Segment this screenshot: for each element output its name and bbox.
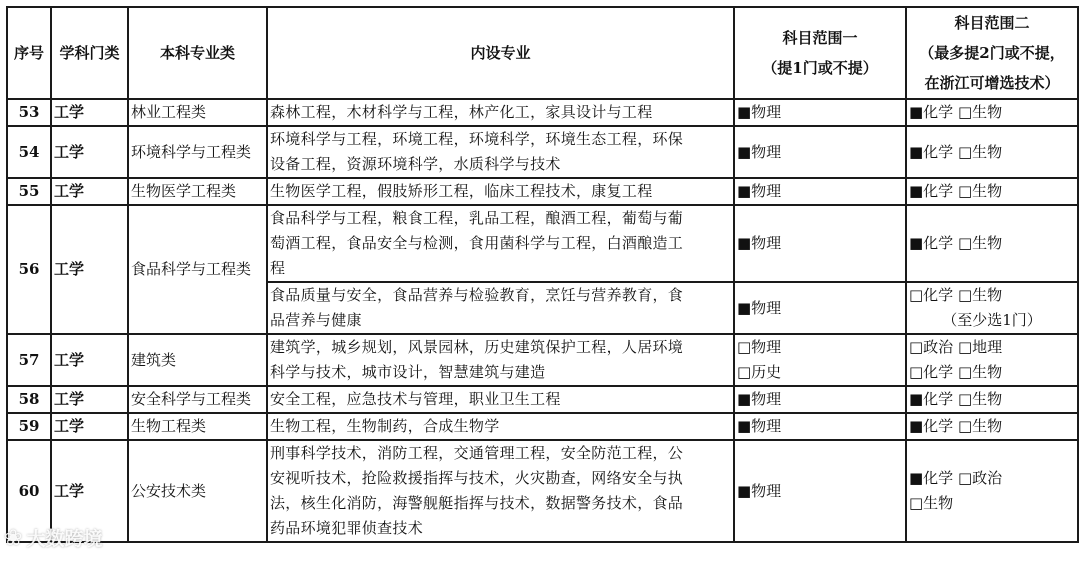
row-category: 工学 xyxy=(51,386,128,413)
row-major-class: 食品科学与工程类 xyxy=(128,205,267,334)
row-majors xyxy=(267,386,734,413)
header-range1-title: 科目范围一 xyxy=(782,29,858,47)
header-majors: 内设专业 xyxy=(267,7,734,99)
row-range1-line: ■物理 xyxy=(737,234,782,252)
row-range2-line: ■化学 □生物 xyxy=(909,234,1003,252)
row-no: 56 xyxy=(7,205,51,334)
header-range2-note2: 在浙江可增选技术） xyxy=(924,74,1060,92)
row-range1 xyxy=(734,99,906,126)
row-majors-line: 生物工程，生物制药，合成生物学 xyxy=(270,417,500,435)
row-major-class: 安全科学与工程类 xyxy=(128,386,267,413)
row-no: 58 xyxy=(7,386,51,413)
row-majors-line: 环境科学与工程，环境工程，环境科学，环境生态工程，环保 xyxy=(270,130,684,148)
row-range1 xyxy=(734,440,906,542)
row-range2 xyxy=(906,282,1078,334)
row-range1 xyxy=(734,205,906,282)
row-range1-line: □历史 xyxy=(737,363,782,381)
row-range1-line: □物理 xyxy=(737,338,782,356)
row-majors-line: 生物医学工程，假肢矫形工程，临床工程技术，康复工程 xyxy=(270,182,653,200)
row-category: 工学 xyxy=(51,126,128,178)
row-range2 xyxy=(906,440,1078,542)
row-range2 xyxy=(906,334,1078,386)
header-range2-note1: （最多提2门或不提， xyxy=(919,44,1065,62)
row-major-class: 建筑类 xyxy=(128,334,267,386)
watermark-text: 大数跨境 xyxy=(26,528,103,550)
subject-requirements-table xyxy=(6,6,1079,543)
row-majors xyxy=(267,413,734,440)
watermark-logo-icon: ❀ xyxy=(4,526,23,551)
watermark xyxy=(4,524,102,551)
row-majors-line: 刑事科学技术，消防工程，交通管理工程，安全防范工程，公 xyxy=(270,444,684,462)
row-range1-line: ■物理 xyxy=(737,182,782,200)
row-range2 xyxy=(906,386,1078,413)
row-range1-line: ■物理 xyxy=(737,103,782,121)
row-range1-line: ■物理 xyxy=(737,481,782,500)
row-majors xyxy=(267,126,734,178)
row-majors-line: 安全工程，应急技术与管理，职业卫生工程 xyxy=(270,390,561,408)
table-header-row xyxy=(7,7,1078,99)
row-range1 xyxy=(734,386,906,413)
table-row xyxy=(7,334,1078,386)
table-row xyxy=(7,99,1078,126)
row-range2-line: ■化学 □生物 xyxy=(909,182,1003,200)
row-majors xyxy=(267,334,734,386)
row-range2 xyxy=(906,205,1078,282)
row-category: 工学 xyxy=(51,99,128,126)
row-range1 xyxy=(734,126,906,178)
row-majors-line: 安视听技术，抢险救援指挥与技术，火灾勘查，网络安全与执 xyxy=(270,469,684,487)
row-category: 工学 xyxy=(51,334,128,386)
header-category: 学科门类 xyxy=(51,7,128,99)
row-range1 xyxy=(734,282,906,334)
header-range1-note: （提1门或不提） xyxy=(762,59,878,77)
row-majors-line: 药品环境犯罪侦查技术 xyxy=(270,519,424,537)
row-range2-line: （至少选1门） xyxy=(942,311,1042,329)
row-majors-line: 森林工程，木材科学与工程，林产化工，家具设计与工程 xyxy=(270,103,653,121)
row-major-class: 公安技术类 xyxy=(128,440,267,542)
row-range2 xyxy=(906,126,1078,178)
table-row xyxy=(7,126,1078,178)
table-row xyxy=(7,413,1078,440)
row-category: 工学 xyxy=(51,413,128,440)
row-category: 工学 xyxy=(51,440,128,542)
row-no: 53 xyxy=(7,99,51,126)
row-major-class: 林业工程类 xyxy=(128,99,267,126)
header-range2-title: 科目范围二 xyxy=(954,14,1030,32)
table-row xyxy=(7,440,1078,542)
row-majors xyxy=(267,178,734,205)
table-row xyxy=(7,178,1078,205)
row-range2 xyxy=(906,413,1078,440)
row-range2-line: ■化学 □生物 xyxy=(909,142,1003,161)
row-majors-line: 设备工程，资源环境科学，水质科学与技术 xyxy=(270,155,561,173)
row-majors xyxy=(267,99,734,126)
row-range2-line: ■化学 □生物 xyxy=(909,390,1003,408)
row-range1-line: ■物理 xyxy=(737,417,782,435)
table-row xyxy=(7,205,1078,282)
header-major-class: 本科专业类 xyxy=(128,7,267,99)
row-range2-line: ■化学 □政治 xyxy=(909,469,1003,487)
row-majors xyxy=(267,440,734,542)
row-range2-line: □化学 □生物 xyxy=(909,286,1003,304)
row-majors-line: 程 xyxy=(270,259,286,277)
header-range2 xyxy=(906,7,1078,99)
row-range2 xyxy=(906,99,1078,126)
row-range1 xyxy=(734,413,906,440)
row-majors xyxy=(267,205,734,282)
row-no: 57 xyxy=(7,334,51,386)
row-majors-line: 食品质量与安全，食品营养与检验教育，烹饪与营养教育，食 xyxy=(270,286,684,304)
row-range1-line: ■物理 xyxy=(737,142,782,161)
row-no: 55 xyxy=(7,178,51,205)
row-no: 59 xyxy=(7,413,51,440)
row-no: 54 xyxy=(7,126,51,178)
row-majors-line: 科学与技术，城市设计，智慧建筑与建造 xyxy=(270,363,546,381)
row-range2-line: □政治 □地理 xyxy=(909,338,1003,356)
row-range1 xyxy=(734,334,906,386)
row-majors-line: 建筑学，城乡规划，风景园林，历史建筑保护工程，人居环境 xyxy=(270,338,684,356)
row-major-class: 生物医学工程类 xyxy=(128,178,267,205)
row-range2-line: ■化学 □生物 xyxy=(909,417,1003,435)
row-range1-line: ■物理 xyxy=(737,390,782,408)
row-category: 工学 xyxy=(51,205,128,334)
row-major-class: 环境科学与工程类 xyxy=(128,126,267,178)
row-majors-line: 萄酒工程，食品安全与检测，食用菌科学与工程，白酒酿造工 xyxy=(270,234,684,252)
table-row xyxy=(7,386,1078,413)
header-range1 xyxy=(734,7,906,99)
row-range2-line: □化学 □生物 xyxy=(909,363,1003,381)
row-range2-line: □生物 xyxy=(909,494,954,512)
row-range2-line: ■化学 □生物 xyxy=(909,103,1003,121)
row-major-class: 生物工程类 xyxy=(128,413,267,440)
row-no: 60 xyxy=(7,440,51,542)
row-range2 xyxy=(906,178,1078,205)
row-range1 xyxy=(734,178,906,205)
header-no: 序号 xyxy=(7,7,51,99)
row-majors-line: 品营养与健康 xyxy=(270,311,362,329)
row-category: 工学 xyxy=(51,178,128,205)
row-majors-line: 食品科学与工程，粮食工程，乳品工程，酿酒工程，葡萄与葡 xyxy=(270,209,684,227)
row-majors xyxy=(267,282,734,334)
row-range1-line: ■物理 xyxy=(737,298,782,317)
row-majors-line: 法，核生化消防，海警舰艇指挥与技术，数据警务技术，食品 xyxy=(270,494,684,512)
